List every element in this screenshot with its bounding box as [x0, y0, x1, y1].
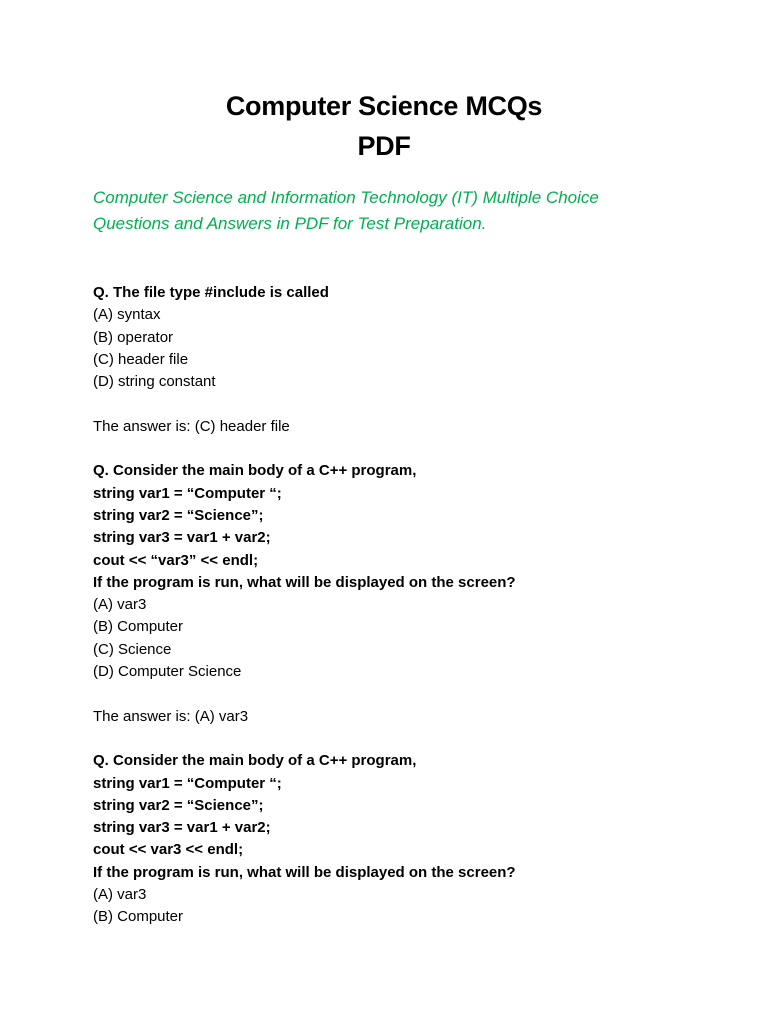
page-subtitle: [93, 185, 693, 237]
spacer: [93, 393, 733, 415]
question-code-line: cout << var3 << endl;: [93, 841, 244, 859]
question-text: Q. The file type #include is called: [93, 284, 329, 301]
question-block: [93, 750, 733, 928]
question-prompt: If the program is run, what will be displayed on the screen?: [93, 863, 516, 881]
question-block: [93, 282, 733, 460]
answer-text: The answer is: (A) var3: [93, 707, 249, 725]
answer-option: (A) syntax: [93, 306, 161, 324]
title-line-1: Computer Science MCQs: [225, 91, 543, 121]
answer-option: (C) header file: [93, 350, 189, 368]
question-prompt: If the program is run, what will be displayed on the screen?: [93, 573, 516, 591]
question-code-line: cout << “var3” << endl;: [93, 551, 259, 569]
answer-text: The answer is: (C) header file: [93, 417, 290, 435]
question-text: Q. Consider the main body of a C++ program,: [93, 462, 417, 480]
answer-option: (B) Computer: [93, 908, 184, 926]
subtitle-line-2: Questions and Answers in PDF for Test Preparation.: [93, 214, 487, 233]
question-code-line: string var2 = “Science”;: [93, 796, 264, 814]
answer-option: (A) var3: [93, 596, 147, 614]
title-line-2: PDF: [357, 131, 411, 161]
question-code-line: string var3 = var1 + var2;: [93, 529, 271, 547]
answer-option: (A) var3: [93, 886, 147, 904]
spacer: [93, 438, 733, 460]
answer-option: (D) string constant: [93, 373, 216, 391]
answer-option: (B) Computer: [93, 618, 184, 636]
question-code-line: string var3 = var1 + var2;: [93, 819, 271, 837]
question-code-line: string var1 = “Computer “;: [93, 774, 282, 792]
question-code-line: string var1 = “Computer “;: [93, 484, 282, 502]
questions-list: [93, 282, 733, 929]
answer-option: (B) operator: [93, 328, 174, 346]
subtitle-line-1: Computer Science and Information Technology (IT) Multiple Choice: [93, 188, 599, 207]
page-title: [0, 86, 768, 166]
question-code-line: string var2 = “Science”;: [93, 506, 264, 524]
question-text: Q. Consider the main body of a C++ program,: [93, 752, 417, 770]
answer-option: (C) Science: [93, 640, 172, 658]
question-block: [93, 460, 733, 750]
spacer: [93, 728, 733, 750]
spacer: [93, 683, 733, 705]
answer-option: (D) Computer Science: [93, 663, 242, 681]
